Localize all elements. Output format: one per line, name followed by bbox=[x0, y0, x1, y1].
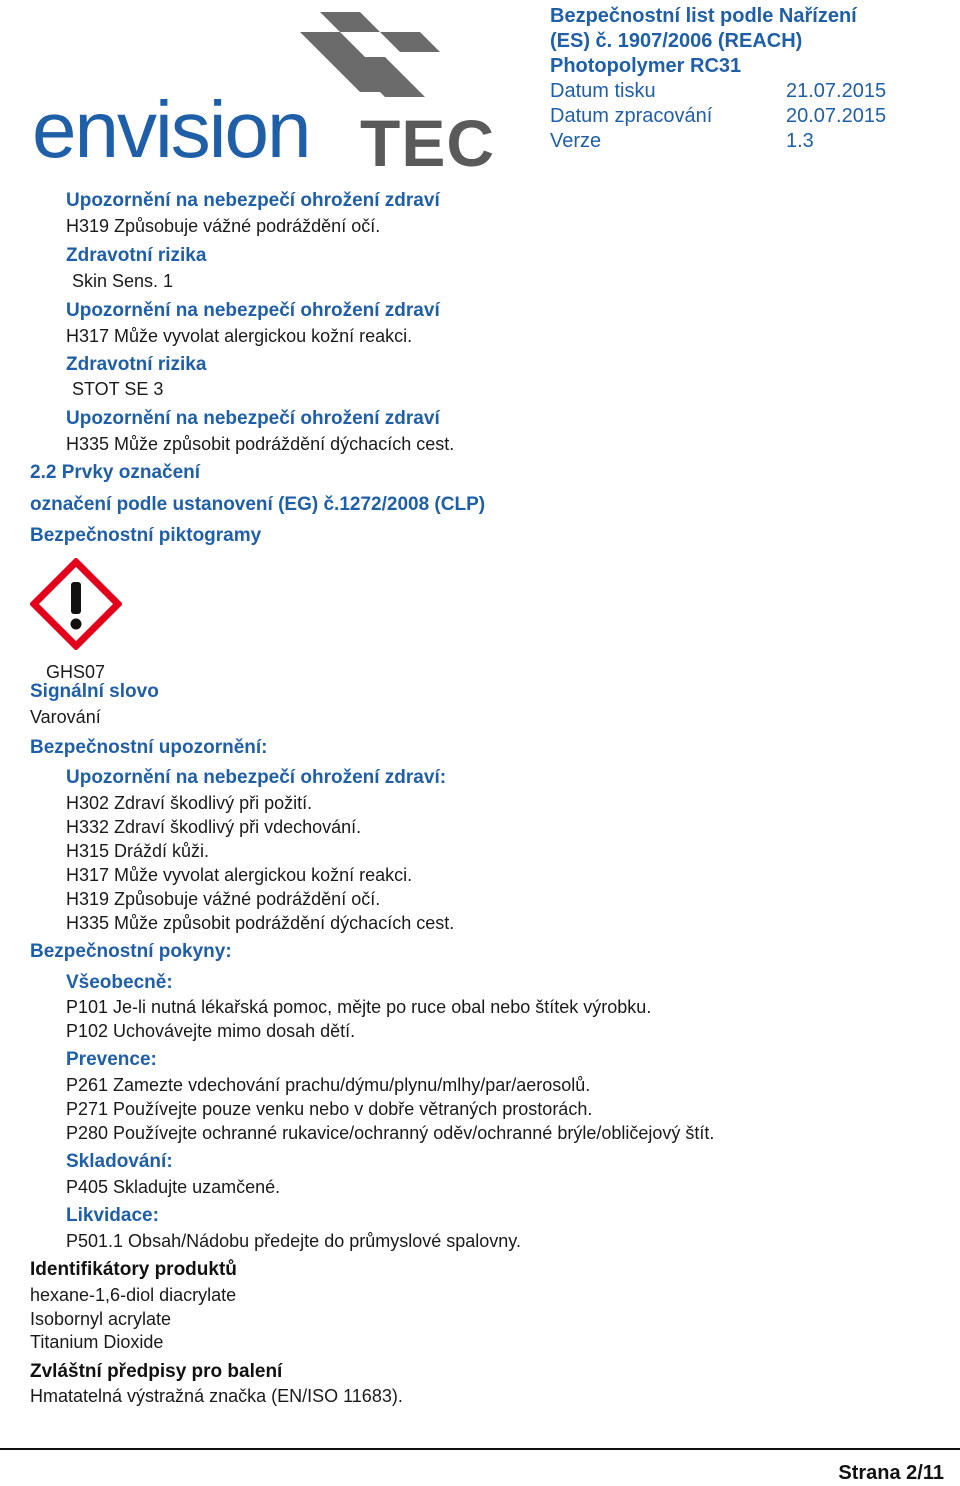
footer-divider bbox=[0, 1448, 960, 1450]
packaging-label: Zvláštní předpisy pro balení bbox=[30, 1361, 283, 1382]
health-risk-text: Skin Sens. 1 bbox=[72, 271, 174, 291]
version-value: 1.3 bbox=[786, 130, 814, 152]
hazard-label: Upozornění na nebezpečí ohrožení zdraví bbox=[66, 408, 440, 429]
packaging-text: Hmatatelná výstražná značka (EN/ISO 11683). bbox=[30, 1386, 403, 1406]
hazard-statement: H315 Dráždí kůži. bbox=[66, 841, 210, 861]
print-date-label: Datum tisku bbox=[550, 80, 656, 102]
header-processed-date-row bbox=[550, 104, 950, 129]
hazard-text: H317 Může vyvolat alergickou kožní reakci. bbox=[66, 326, 413, 346]
document-header bbox=[550, 4, 950, 154]
hazard-text: H319 Způsobuje vážné podráždění očí. bbox=[66, 216, 381, 236]
hazard-statements-label: Bezpečnostní upozornění: bbox=[30, 737, 268, 758]
logo-brand-tec: TEC bbox=[360, 106, 495, 180]
logo-brand-main: envision bbox=[32, 85, 310, 174]
header-version-row bbox=[550, 129, 950, 154]
identifier-item: Titanium Dioxide bbox=[30, 1332, 164, 1352]
hazard-statement: H302 Zdraví škodlivý při požití. bbox=[66, 793, 313, 813]
page-number: Strana 2/11 bbox=[838, 1462, 944, 1484]
precautionary-statement: P101 Je-li nutná lékařská pomoc, mějte po ruce obal nebo štítek výrobku. bbox=[66, 997, 652, 1017]
header-print-date-row bbox=[550, 79, 950, 104]
hazard-statement: H317 Může vyvolat alergickou kožní reakci. bbox=[66, 865, 413, 885]
processed-date-label: Datum zpracování bbox=[550, 105, 713, 127]
signal-word-label: Signální slovo bbox=[30, 681, 159, 702]
hazard-label: Upozornění na nebezpečí ohrožení zdraví bbox=[66, 190, 440, 211]
hazard-statement: H332 Zdraví škodlivý při vdechování. bbox=[66, 817, 362, 837]
identifier-item: Isobornyl acrylate bbox=[30, 1309, 172, 1329]
health-risk-text: STOT SE 3 bbox=[72, 379, 164, 399]
precautionary-label: Bezpečnostní pokyny: bbox=[30, 941, 232, 962]
processed-date-value: 20.07.2015 bbox=[786, 105, 887, 127]
disposal-label: Likvidace: bbox=[66, 1205, 159, 1226]
section-subheading: označení podle ustanovení (EG) č.1272/2008 (CLP) bbox=[30, 494, 486, 515]
header-title-line1: Bezpečnostní list podle Nařízení bbox=[550, 5, 857, 27]
precautionary-statement: P405 Skladujte uzamčené. bbox=[66, 1177, 281, 1197]
signal-word: Varování bbox=[30, 707, 101, 727]
print-date-value: 21.07.2015 bbox=[786, 80, 887, 102]
precautionary-statement: P501.1 Obsah/Nádobu předejte do průmyslové spalovny. bbox=[66, 1231, 521, 1251]
storage-label: Skladování: bbox=[66, 1151, 173, 1172]
pictogram-code: GHS07 bbox=[46, 662, 106, 682]
version-label: Verze bbox=[550, 130, 602, 152]
precautionary-statement: P261 Zamezte vdechování prachu/dýmu/plynu/mlhy/par/aerosolů. bbox=[66, 1075, 591, 1095]
hazard-text: H335 Může způsobit podráždění dýchacích cest. bbox=[66, 434, 455, 454]
precautionary-statement: P280 Používejte ochranné rukavice/ochranný oděv/ochranné brýle/obličejový štít. bbox=[66, 1123, 715, 1143]
health-risk-label: Zdravotní rizika bbox=[66, 245, 207, 266]
precautionary-statement: P271 Používejte pouze venku nebo v dobře větraných prostorách. bbox=[66, 1099, 593, 1119]
health-hazard-label: Upozornění na nebezpečí ohrožení zdraví: bbox=[66, 767, 447, 788]
hazard-statement: H335 Může způsobit podráždění dýchacích cest. bbox=[66, 913, 455, 933]
health-risk-label: Zdravotní rizika bbox=[66, 354, 207, 375]
prevention-label: Prevence: bbox=[66, 1049, 157, 1070]
precautionary-statement: P102 Uchovávejte mimo dosah dětí. bbox=[66, 1021, 356, 1041]
header-product: Photopolymer RC31 bbox=[550, 55, 742, 77]
pictograms-label: Bezpečnostní piktogramy bbox=[30, 525, 262, 546]
company-logo bbox=[10, 2, 495, 180]
hazard-label: Upozornění na nebezpečí ohrožení zdraví bbox=[66, 300, 440, 321]
general-label: Všeobecně: bbox=[66, 972, 173, 993]
header-title-line2: (ES) č. 1907/2006 (REACH) bbox=[550, 30, 803, 52]
exclamation-mark-pictogram-icon bbox=[30, 558, 122, 650]
section-heading: 2.2 Prvky označení bbox=[30, 462, 201, 483]
identifiers-label: Identifikátory produktů bbox=[30, 1259, 237, 1280]
identifier-item: hexane-1,6-diol diacrylate bbox=[30, 1285, 237, 1305]
hazard-statement: H319 Způsobuje vážné podráždění očí. bbox=[66, 889, 381, 909]
